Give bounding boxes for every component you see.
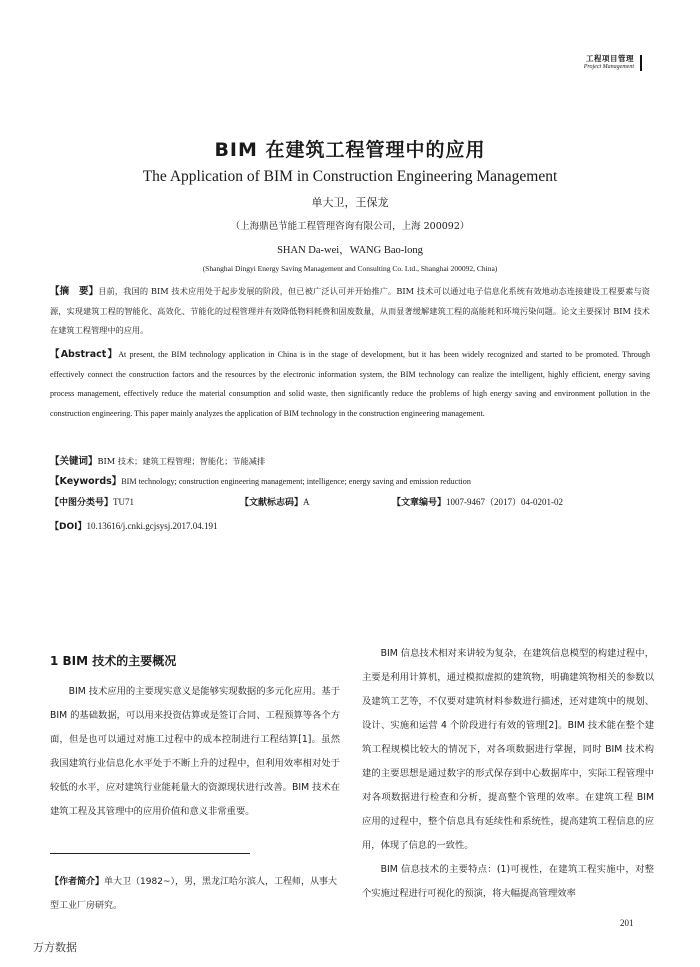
authors-en: SHAN Da-wei，WANG Bao-long (277, 245, 423, 256)
journal-column-header (544, 55, 642, 71)
keywords-en (50, 472, 650, 492)
article-no-value: 1007-9467（2017）04-0201-02 (446, 497, 564, 507)
doi-label: 【DOI】 (50, 522, 87, 532)
abstract-en-label: 【Abstract】 (50, 349, 119, 360)
doc-code-label: 【文献标志码】 (240, 498, 304, 508)
abstract-en (50, 345, 650, 423)
paper-title-en: The Application of BIM in Construction Engineering Management (142, 168, 558, 185)
abstract-cn-label: 【摘 要】 (50, 286, 99, 297)
keywords-en-text: BIM technology; construction engineering management; intelligence; energy saving and emission reduction (121, 477, 471, 486)
author-note-label: 【作者简介】 (50, 877, 105, 887)
keywords-cn (50, 452, 650, 472)
header-column-en: Project Management (583, 63, 634, 70)
page-number: 201 (620, 918, 634, 928)
body-paragraph: BIM 信息技术的主要特点：(1)可视性，在建筑工程实施中，对整个实施过程进行可视化的预演，将大幅提高管理效率 (362, 864, 654, 899)
abstract-cn (50, 282, 650, 341)
abstract-cn-text: 目前，我国的 BIM 技术应用处于起步发展的阶段，但已被广泛认可并开始推广。BIM 技术可以通过电子信息化系统有效地动态连接建设工程要素与资源，实现建筑工程的智能化、高效化、节能化的过程管理并有效降低物料耗费和固废数量，从而显著缓解建筑工程的高能耗和环境污染问题。论文主要探讨 BIM 技术在建筑工程管理中的应用。 (50, 286, 650, 335)
doi-line (50, 519, 217, 532)
keywords-cn-label: 【关键词】 (50, 456, 98, 467)
header-column-cn: 工程项目管理 (586, 54, 634, 63)
affiliation-cn: （上海鼎邑节能工程管理咨询有限公司，上海 200092） (230, 221, 470, 232)
clc-field (50, 495, 134, 508)
article-no-label: 【文章编号】 (392, 498, 447, 508)
body-paragraph: BIM 技术应用的主要现实意义是能够实现数据的多元化应用。基于 BIM 的基础数据，可以用来投资估算或是签订合同、工程预算等各个方面，但是也可以通过对施工过程中的成本控制进行工程结算[1]。虽然我国建筑行业信息化水平处于不断上升的过程中，但利用效率相对处于较低的水平，应对建筑行业能耗量大的资源现状进行改善。BIM 技术在建筑工程及其管理中的应用价值和意义非常重要。 (50, 686, 340, 817)
body-paragraph: BIM 信息技术相对来讲较为复杂，在建筑信息模型的构建过程中，主要是利用计算机，通过模拟虚拟的建筑物，明确建筑物相关的参数以及建筑工艺等，不仅要对建筑材料参数进行描述，还对建筑中的规划、设计、实施和运营 4 个阶段进行有效的管理[2]。BIM 技术能在整个建筑工程规模比较大的情况下，对各项数据进行掌握，同时 BIM 技术构建的主要思想是通过数字的形式保存到中心数据库中，实际工程管理中对各项数据进行检查和分析，提高整个管理的效率。在建筑工程 BIM 应用的过程中，整个信息具有延续性和系统性，提高建筑工程信息的应用，体现了信息的一致性。 (362, 648, 654, 851)
keywords-cn-text: BIM 技术；建筑工程管理；智能化；节能减排 (97, 456, 266, 466)
article-no-field (392, 495, 563, 508)
affiliation-en: (Shanghai Dingyi Energy Saving Management and Consulting Co. Ltd., Shanghai 200092, China) (202, 264, 498, 273)
body-right-column (362, 642, 654, 906)
section-heading: 1 BIM 技术的主要概况 (50, 654, 177, 668)
footnote-divider (50, 853, 250, 854)
authors-cn: 单大卫，王保龙 (311, 196, 389, 209)
doc-code-value: A (303, 497, 310, 507)
doc-code-field (240, 495, 310, 508)
author-note-text: 单大卫（1982~），男，黑龙江哈尔滨人，工程师，从事大型工业厂房研究。 (50, 877, 337, 911)
clc-value: TU71 (113, 497, 135, 507)
body-left-column (50, 680, 340, 824)
clc-label: 【中图分类号】 (50, 498, 114, 508)
abstract-en-text: At present, the BIM technology application in China is in the stage of development, but it has been widely recognized and started to be promoted. Through effectively connect the construction factors and the resources by the electronic information system, the BIM technology can realize the intelligent, highly efficient, energy saving process management, effectively reduce the material consumption and solid waste, then significantly reduce the problems of high energy saving and environment pollution in the construction engineering. This paper mainly analyzes the application of BIM technology in the construction engineering management. (50, 350, 650, 418)
paper-title-cn: BIM 在建筑工程管理中的应用 (214, 139, 486, 161)
watermark: 万方数据 (33, 941, 77, 954)
keywords-en-label: 【Keywords】 (50, 476, 122, 487)
doi-value: 10.13616/j.cnki.gcjsysj.2017.04.191 (86, 521, 218, 531)
author-note (50, 870, 342, 918)
